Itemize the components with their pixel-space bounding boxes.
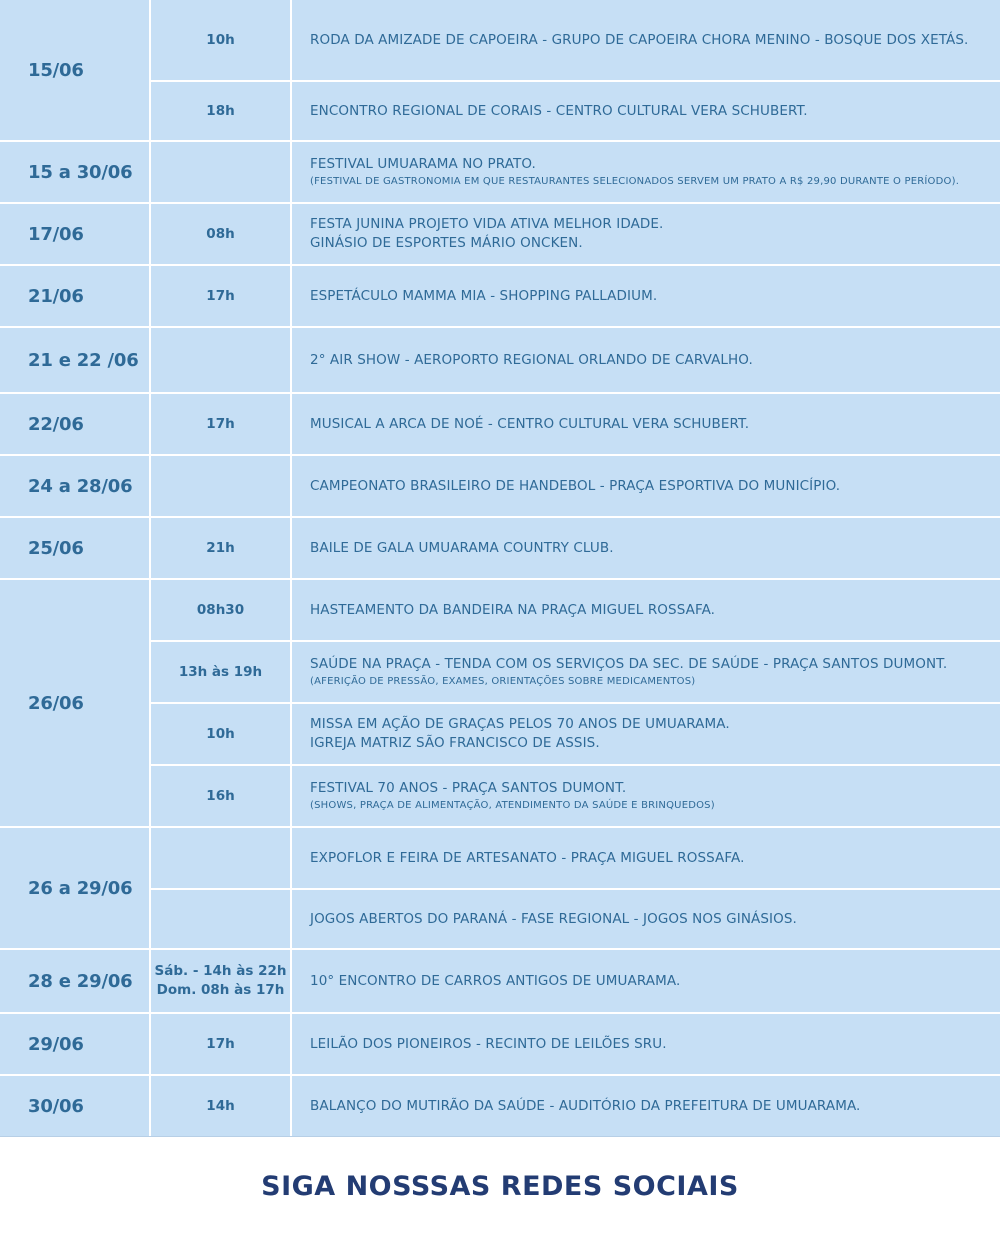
event-text-line: GINÁSIO DE ESPORTES MÁRIO ONCKEN. [310, 235, 583, 251]
event-description [292, 828, 1000, 888]
event-text-line: RODA DA AMIZADE DE CAPOEIRA - GRUPO DE CAPOEIRA CHORA MENINO - BOSQUE DOS XETÁS. [310, 31, 969, 48]
social-follow-heading: SIGA NOSSSAS REDES SOCIAIS [261, 1171, 739, 1202]
date-cell: 25/06 [0, 518, 149, 578]
event-description [292, 766, 1000, 826]
event-description [292, 1014, 1000, 1074]
date-cell: 15 a 30/06 [0, 142, 149, 202]
date-cell: 24 a 28/06 [0, 456, 149, 516]
event-text-line: CAMPEONATO BRASILEIRO DE HANDEBOL - PRAÇA ESPORTIVA DO MUNICÍPIO. [310, 477, 841, 494]
schedule-date-group [0, 456, 1000, 516]
event-description [292, 1076, 1000, 1136]
schedule-date-group [0, 580, 1000, 826]
event-description [292, 142, 1000, 202]
event-note: (FESTIVAL DE GASTRONOMIA EM QUE RESTAURANTES SELECIONADOS SERVEM UM PRATO A R$ 29,90 DURANTE O PERÍODO). [310, 175, 960, 187]
time-cell: 13h às 19h [151, 642, 290, 702]
event-row [151, 328, 1000, 392]
event-text-line: SAÚDE NA PRAÇA - TENDA COM OS SERVIÇOS DA SEC. DE SAÚDE - PRAÇA SANTOS DUMONT. [310, 655, 948, 672]
schedule-date-group [0, 394, 1000, 454]
schedule-date-group [0, 328, 1000, 392]
time-cell: 10h [151, 704, 290, 764]
date-cell: 30/06 [0, 1076, 149, 1136]
time-cell [151, 456, 290, 516]
event-row [151, 642, 1000, 702]
event-row [151, 1014, 1000, 1074]
date-cell: 26 a 29/06 [0, 828, 149, 948]
event-text-line: FESTIVAL 70 ANOS - PRAÇA SANTOS DUMONT. [310, 779, 627, 796]
time-cell: Sáb. - 14h às 22h Dom. 08h às 17h [151, 950, 290, 1012]
time-cell: 10h [151, 0, 290, 80]
date-cell: 15/06 [0, 0, 149, 140]
event-row [151, 890, 1000, 948]
date-cell: 17/06 [0, 204, 149, 264]
event-text-line: EXPOFLOR E FEIRA DE ARTESANATO - PRAÇA MIGUEL ROSSAFA. [310, 849, 745, 866]
event-text-line: MUSICAL A ARCA DE NOÉ - CENTRO CULTURAL VERA SCHUBERT. [310, 415, 750, 432]
event-description [292, 204, 1000, 264]
event-description [292, 328, 1000, 392]
event-row [151, 518, 1000, 578]
time-cell: 17h [151, 394, 290, 454]
event-row [151, 0, 1000, 80]
event-text-line: LEILÃO DOS PIONEIROS - RECINTO DE LEILÕES SRU. [310, 1035, 667, 1052]
footer [0, 1136, 1000, 1248]
event-text-line: MISSA EM AÇÃO DE GRAÇAS PELOS 70 ANOS DE UMUARAMA. [310, 716, 730, 732]
event-description [292, 950, 1000, 1012]
event-row [151, 204, 1000, 264]
event-text-line: ESPETÁCULO MAMMA MIA - SHOPPING PALLADIUM. [310, 287, 658, 304]
time-cell [151, 328, 290, 392]
event-text-line: FESTIVAL UMUARAMA NO PRATO. [310, 155, 536, 172]
time-cell: 08h [151, 204, 290, 264]
event-description [292, 704, 1000, 764]
time-cell: 08h30 [151, 580, 290, 640]
event-row [151, 456, 1000, 516]
time-cell [151, 828, 290, 888]
time-cell: 16h [151, 766, 290, 826]
event-description [292, 0, 1000, 80]
time-cell [151, 142, 290, 202]
event-description [292, 642, 1000, 702]
schedule-date-group [0, 1014, 1000, 1074]
event-row [151, 82, 1000, 140]
date-cell: 22/06 [0, 394, 149, 454]
event-row [151, 580, 1000, 640]
event-description [292, 580, 1000, 640]
event-text-line: JOGOS ABERTOS DO PARANÁ - FASE REGIONAL - JOGOS NOS GINÁSIOS. [310, 910, 797, 927]
schedule-date-group [0, 1076, 1000, 1136]
event-row [151, 1076, 1000, 1136]
schedule-date-group [0, 828, 1000, 948]
event-row [151, 766, 1000, 826]
time-cell: 17h [151, 266, 290, 326]
event-description [292, 890, 1000, 948]
event-text-line: HASTEAMENTO DA BANDEIRA NA PRAÇA MIGUEL ROSSAFA. [310, 601, 716, 618]
event-text-line: 2° AIR SHOW - AEROPORTO REGIONAL ORLANDO DE CARVALHO. [310, 351, 753, 368]
event-note: (AFERIÇÃO DE PRESSÃO, EXAMES, ORIENTAÇÕES SOBRE MEDICAMENTOS) [310, 675, 696, 687]
event-text-line: ENCONTRO REGIONAL DE CORAIS - CENTRO CULTURAL VERA SCHUBERT. [310, 102, 808, 119]
event-row [151, 704, 1000, 764]
schedule-date-group [0, 142, 1000, 202]
event-note: (SHOWS, PRAÇA DE ALIMENTAÇÃO, ATENDIMENTO DA SAÚDE E BRINQUEDOS) [310, 799, 715, 811]
date-cell: 29/06 [0, 1014, 149, 1074]
date-cell: 21 e 22 /06 [0, 328, 149, 392]
time-cell [151, 890, 290, 948]
event-row [151, 142, 1000, 202]
event-text-line: BAILE DE GALA UMUARAMA COUNTRY CLUB. [310, 539, 614, 556]
schedule-date-group [0, 950, 1000, 1012]
event-text-line: IGREJA MATRIZ SÃO FRANCISCO DE ASSIS. [310, 735, 600, 751]
schedule-date-group [0, 518, 1000, 578]
schedule-date-group [0, 0, 1000, 140]
time-cell: 14h [151, 1076, 290, 1136]
event-row [151, 394, 1000, 454]
event-text-line: 10° ENCONTRO DE CARROS ANTIGOS DE UMUARAMA. [310, 972, 681, 989]
event-text-line: FESTA JUNINA PROJETO VIDA ATIVA MELHOR IDADE. [310, 216, 664, 232]
time-cell: 18h [151, 82, 290, 140]
event-row [151, 266, 1000, 326]
time-cell: 21h [151, 518, 290, 578]
schedule-date-group [0, 204, 1000, 264]
event-row [151, 950, 1000, 1012]
event-description [292, 82, 1000, 140]
event-description [292, 394, 1000, 454]
date-cell: 26/06 [0, 580, 149, 826]
time-cell: 17h [151, 1014, 290, 1074]
date-cell: 28 e 29/06 [0, 950, 149, 1012]
event-description [292, 518, 1000, 578]
event-text-line: BALANÇO DO MUTIRÃO DA SAÚDE - AUDITÓRIO DA PREFEITURA DE UMUARAMA. [310, 1097, 861, 1114]
event-description [292, 456, 1000, 516]
event-row [151, 828, 1000, 888]
event-description [292, 266, 1000, 326]
schedule-date-group [0, 266, 1000, 326]
date-cell: 21/06 [0, 266, 149, 326]
